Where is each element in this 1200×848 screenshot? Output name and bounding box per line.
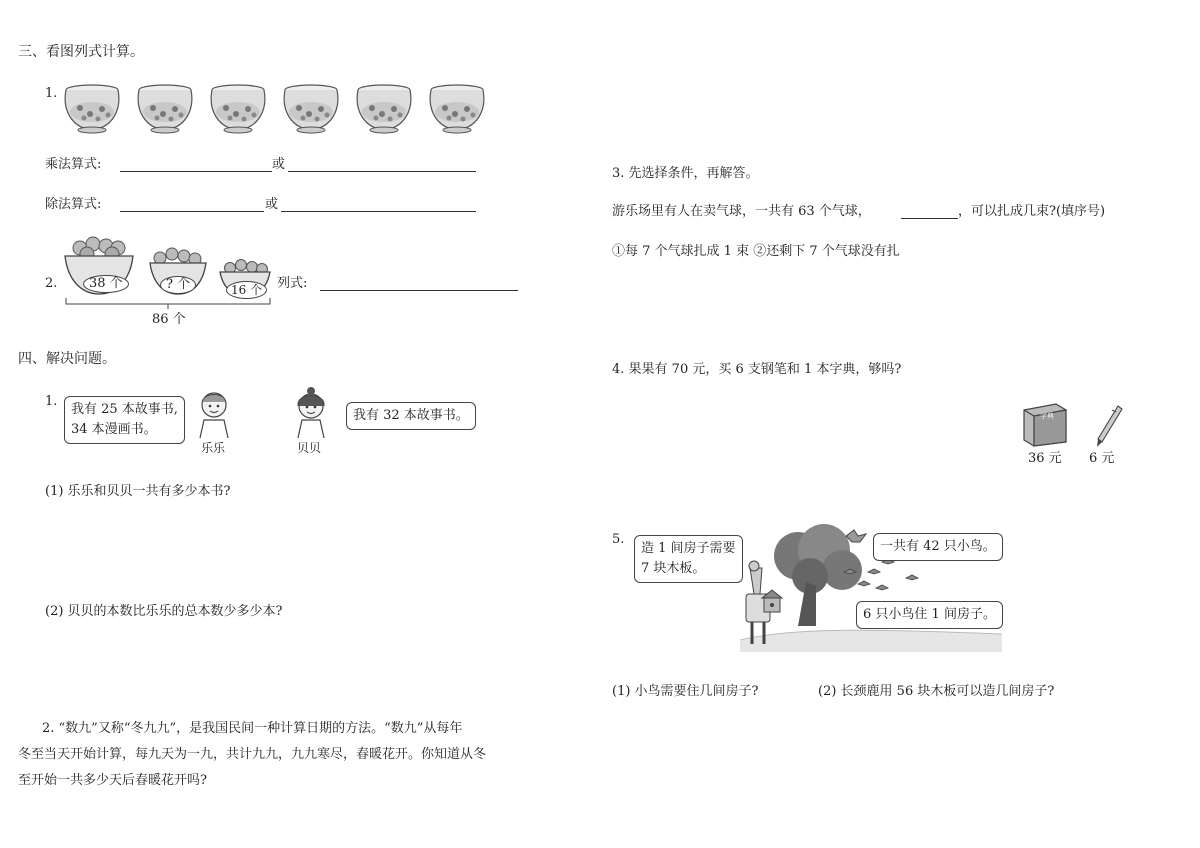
q3-title: 3. 先选择条件，再解答。	[612, 166, 759, 181]
s4-q2-line1: 2. “数九”又称“冬九九”，是我国民间一种计算日期的方法。“数九”从每年	[42, 721, 463, 736]
birds-per-house-bubble: 6 只小鸟住 1 间房子。	[856, 601, 1003, 629]
giraffe-speech-bubble	[634, 535, 743, 583]
bird-count-bubble: 一共有 42 只小鸟。	[873, 533, 1003, 561]
s4-q1-sub2: (2) 贝贝的本数比乐乐的总本数少多少本?	[45, 604, 283, 619]
fruit-bowls-figure	[60, 232, 280, 312]
lele-avatar	[192, 390, 236, 440]
dictionary-cover-label: 字典	[1040, 412, 1054, 420]
lele-speech-bubble	[64, 396, 185, 444]
q5-sub2: (2) 长颈鹿用 56 块木板可以造几间房子?	[818, 684, 1055, 699]
bowl3-label: 16 个	[226, 281, 267, 299]
s4-q2-line3: 至开始一共多少天后春暖花开吗?	[18, 773, 207, 788]
pen-icon	[1094, 404, 1124, 448]
fishbowl-4	[284, 85, 338, 133]
s4-q2-paragraph	[18, 716, 578, 794]
fishbowl-row	[60, 80, 520, 134]
mult-answer-blank-1[interactable]	[120, 171, 272, 172]
fishbowl-5	[357, 85, 411, 133]
s4-q1-number: 1.	[45, 394, 58, 409]
fishbowl-1	[65, 85, 119, 133]
fishbowl-6	[430, 85, 484, 133]
mult-answer-blank-2[interactable]	[288, 171, 476, 172]
lele-bubble-line2: 34 本漫画书。	[71, 422, 157, 437]
s3-q2-number: 2.	[45, 276, 58, 291]
section4-title: 四、解决问题。	[18, 351, 116, 367]
formula-label: 列式:	[277, 276, 308, 291]
beibei-name: 贝贝	[297, 441, 322, 455]
giraffe-bubble-line1: 造 1 间房子需要	[641, 541, 736, 556]
q3-question-part2: ，可以扎成几束?(填序号)	[958, 204, 1106, 219]
giraffe-bubble-line2: 7 块木板。	[641, 561, 706, 576]
div-or: 或	[265, 197, 279, 212]
mult-label: 乘法算式:	[45, 157, 102, 172]
q3-question-part1: 游乐场里有人在卖气球，一共有 63 个气球，	[612, 204, 871, 219]
price-dictionary: 36 元	[1028, 451, 1062, 466]
lele-name: 乐乐	[201, 441, 226, 455]
beibei-avatar	[288, 386, 334, 440]
fishbowl-2	[138, 85, 192, 133]
price-pen: 6 元	[1089, 451, 1115, 466]
section3-title: 三、看图列式计算。	[18, 44, 144, 60]
q3-options: ①每 7 个气球扎成 1 束 ②还剩下 7 个气球没有扎	[612, 244, 900, 259]
beibei-speech-bubble: 我有 32 本故事书。	[346, 402, 476, 430]
formula-answer-blank[interactable]	[320, 290, 518, 291]
s3-q1-number: 1.	[45, 86, 58, 101]
total-label: 86 个	[152, 312, 186, 327]
div-answer-blank-1[interactable]	[120, 211, 264, 212]
lele-bubble-line1: 我有 25 本故事书,	[71, 402, 178, 417]
dictionary-icon	[1020, 402, 1070, 446]
div-answer-blank-2[interactable]	[281, 211, 476, 212]
mult-or: 或	[272, 157, 286, 172]
q4-title: 4. 果果有 70 元，买 6 支钢笔和 1 本字典，够吗?	[612, 362, 902, 377]
div-label: 除法算式:	[45, 197, 102, 212]
q5-number: 5.	[612, 532, 625, 547]
bowl1-label: 38 个	[83, 275, 129, 293]
q3-condition-blank[interactable]	[901, 218, 958, 219]
bowl2-label: ? 个	[160, 276, 196, 294]
s4-q2-line2: 冬至当天开始计算，每九天为一九，共计九九，九九寒尽，春暖花开。你知道从冬	[18, 747, 487, 762]
fishbowl-3	[211, 85, 265, 133]
s4-q1-sub1: (1) 乐乐和贝贝一共有多少本书?	[45, 484, 231, 499]
q5-sub1: (1) 小鸟需要住几间房子?	[612, 684, 759, 699]
